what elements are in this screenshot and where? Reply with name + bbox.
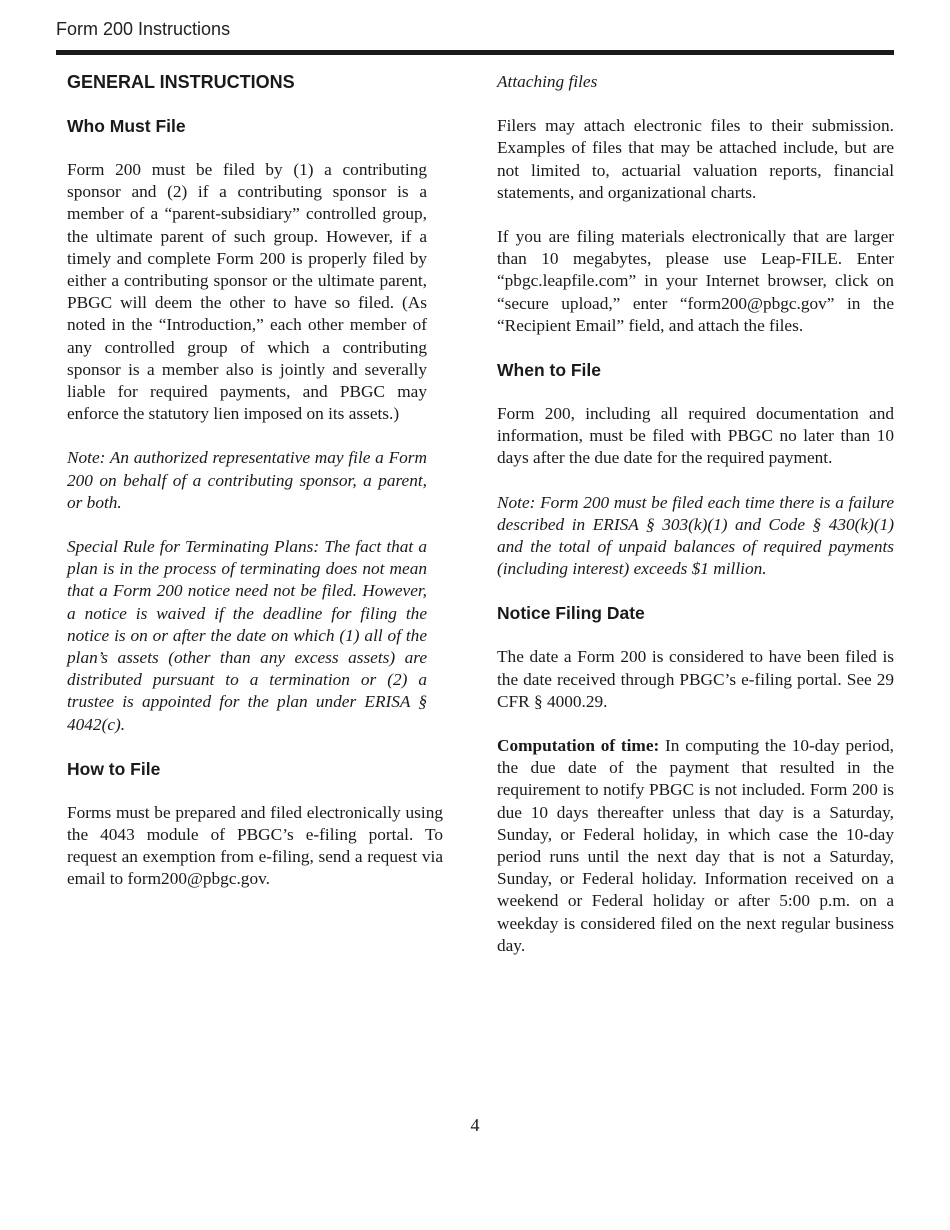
computation-of-time-text: In computing the 10-day period, the due date of the payment that resulted in the requirement to notify PBGC is not included. Form 200 is due 10 days thereafter unless that day is a Saturday, Sunday, or Federal holiday, in which case the 10-day period runs until the next day that is not a Saturday, Sunday, or Federal holiday. Information received on a weekend or Federal holiday or after 5:00 p.m. on a weekday is considered filed on the next regular business day. [497, 736, 895, 955]
right-column [497, 62, 894, 957]
attaching-files-paragraph-2: If you are filing materials electronically that are larger than 10 megabytes, please use Leap-FILE. Enter “pbgc.leapfile.com” in your Internet browser, click on “secure upload,” enter “form200@pbgc.gov” in the “Recipient Email” field, and attach the files. [497, 227, 894, 335]
when-to-file-heading: When to File [497, 360, 602, 381]
how-to-file-heading: How to File [67, 758, 161, 779]
notice-filing-date-paragraph: The date a Form 200 is considered to have been filed is the date received through PBGC’s e-filing portal. See 29 CFR § 4000.29. [497, 647, 894, 711]
attaching-files-paragraph-1: Filers may attach electronic files to their submission. Examples of files that may be attached include, but are not limited to, actuarial valuation reports, financial statements, and organizational charts. [497, 116, 894, 202]
how-to-file-paragraph: Forms must be prepared and filed electronically using the 4043 module of PBGC’s e-filing portal. To request an exemption from e-filing, send a request via email to form200@pbgc.gov. [67, 802, 443, 889]
page-number: 4 [470, 1115, 480, 1135]
running-header-title: Form 200 Instructions [56, 19, 231, 39]
left-column [67, 62, 443, 891]
general-instructions-heading: GENERAL INSTRUCTIONS [67, 72, 295, 92]
when-to-file-note: Note: Form 200 must be filed each time there is a failure described in ERISA § 303(k)(1) and Code § 430(k)(1) and the total of unpaid balances of required payments (including interest) exceeds $1 million. [497, 492, 894, 579]
computation-of-time-label: Computation of time: [497, 736, 660, 756]
computation-of-time-paragraph [497, 735, 894, 957]
notice-filing-date-heading: Notice Filing Date [497, 603, 645, 624]
header-rule [56, 50, 894, 55]
when-to-file-paragraph: Form 200, including all required documentation and information, must be filed with PBGC no later than 10 days after the due date for the required payment. [497, 404, 894, 468]
terminating-plans-rule: Special Rule for Terminating Plans: The fact that a plan is in the process of terminating does not mean that a Form 200 notice need not be filed. However, a notice is waived if the deadline for filing the notice is on or after the date on which (1) all of the plan’s assets (other than any excess assets) are distributed pursuant to a termination or (2) a trustee is appointed for the plan under ERISA § 4042(c). [67, 537, 427, 734]
who-must-file-paragraph: Form 200 must be filed by (1) a contributing sponsor and (2) if a contributing sponsor is a member of a “parent-subsidiary” controlled group, the ultimate parent of such group. However, if a timely and complete Form 200 is properly filed by either a contributing sponsor or the ultimate parent, PBGC will deem the other to have so filed. (As noted in the “Introduction,” each other member of any controlled group of which a contributing sponsor is a member also is jointly and severally liable for required payments, and PBGC may enforce the statutory lien imposed on its assets.) [67, 160, 427, 424]
who-must-file-heading: Who Must File [67, 116, 186, 136]
attaching-files-heading: Attaching files [497, 72, 598, 91]
authorized-representative-note: Note: An authorized representative may file a Form 200 on behalf of a contributing sponsor, a parent, or both. [67, 448, 427, 512]
